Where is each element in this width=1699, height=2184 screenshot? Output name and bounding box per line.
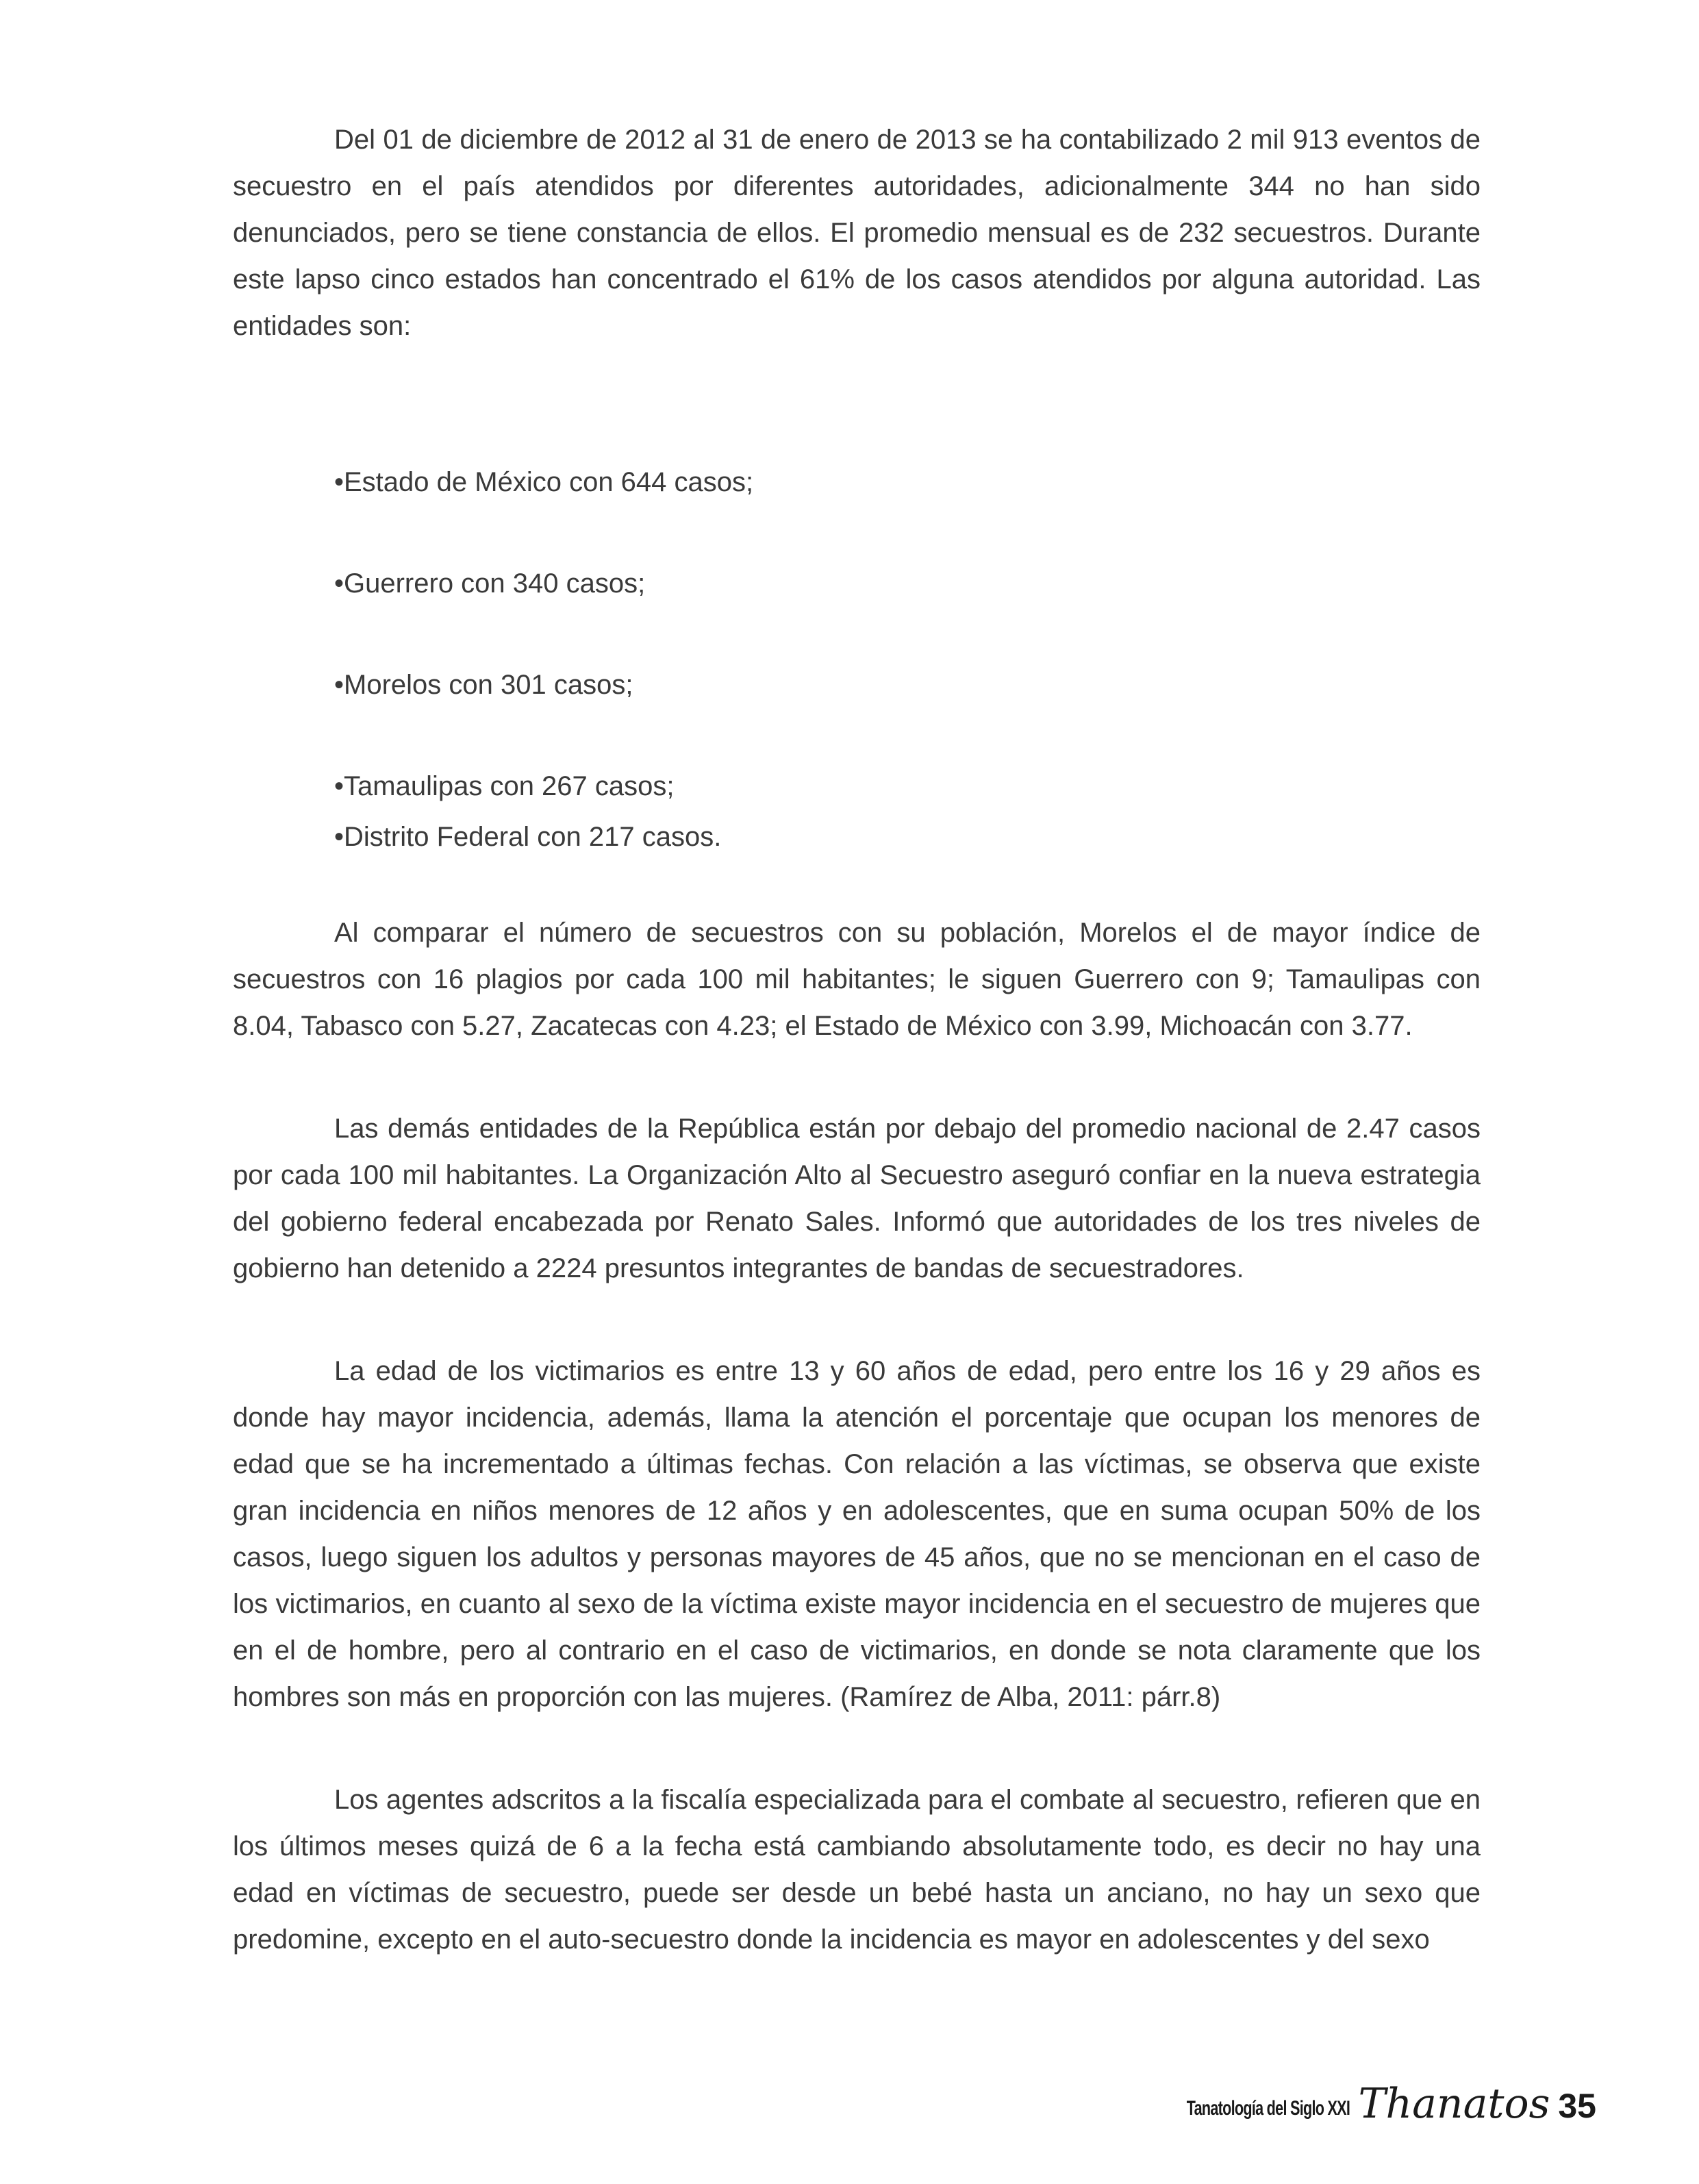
journal-logo: Thanatos bbox=[1358, 2080, 1550, 2128]
page-number: 35 bbox=[1558, 2087, 1596, 2125]
paragraph-national-average: Las demás entidades de la República están por debajo del promedio nacional de 2.47 casos por cada 100 mil habitantes. La Organización Alto al Secuestro aseguró confiar en la nueva estrategia del gobierno federal encabezada por Renato Sales. Informó que autoridades de los tres niveles de gobierno han detenido a 2224 presuntos integrantes de bandas de secuestradores. bbox=[233, 1114, 1481, 1283]
paragraph-population-comparison: Al comparar el número de secuestros con su población, Morelos el de mayor índice de secuestros con 16 plagios por cada 100 mil habitantes; le siguen Guerrero con 9; Tamaulipas con 8.04, Tabasco con 5.27, Zacatecas con 4.23; el Estado de México con 3.99, Michoacán con 3.77. bbox=[233, 918, 1481, 1041]
list-item: •Guerrero con 340 casos; bbox=[334, 568, 646, 599]
page-footer bbox=[1123, 2075, 1596, 2130]
states-list bbox=[233, 459, 1481, 860]
list-item: •Morelos con 301 casos; bbox=[334, 670, 633, 700]
list-item: •Tamaulipas con 267 casos; bbox=[334, 771, 675, 801]
paragraph-victim-age: La edad de los victimarios es entre 13 y 60 años de edad, pero entre los 16 y 29 años es donde hay mayor incidencia, además, llama la atención el porcentaje que ocupan los menores de edad que se ha incrementado a últimas fechas. Con relación a las víctimas, se observa que existe gran incidencia en niños menores de 12 años y en adolescentes, que en suma ocupan 50% de los casos, luego siguen los adultos y personas mayores de 45 años, que no se mencionan en el caso de los victimarios, en cuanto al sexo de la víctima existe mayor incidencia en el secuestro de mujeres que en el de hombre, pero al contrario en el caso de victimarios, en donde se nota claramente que los hombres son más en proporción con las mujeres. (Ramírez de Alba, 2011: párr.8) bbox=[233, 1356, 1481, 1712]
paragraph-agents: Los agentes adscritos a la fiscalía especializada para el combate al secuestro, refieren que en los últimos meses quizá de 6 a la fecha está cambiando absolutamente todo, es decir no hay una edad en víctimas de secuestro, puede ser desde un bebé hasta un anciano, no hay un sexo que predomine, excepto en el auto-secuestro donde la incidencia es mayor en adolescentes y del sexo bbox=[233, 1785, 1481, 1955]
list-item: •Estado de México con 644 casos; bbox=[334, 467, 754, 497]
list-item: •Distrito Federal con 217 casos. bbox=[334, 822, 722, 852]
journal-series-title: Tanatología del Siglo XXI bbox=[1187, 2097, 1350, 2120]
page-content bbox=[233, 110, 1481, 1963]
paragraph-intro: Del 01 de diciembre de 2012 al 31 de enero de 2013 se ha contabilizado 2 mil 913 eventos de secuestro en el país atendidos por diferentes autoridades, adicionalmente 344 no han sido denunciados, pero se tiene constancia de ellos. El promedio mensual es de 232 secuestros. Durante este lapso cinco estados han concentrado el 61% de los casos atendidos por alguna autoridad. Las entidades son: bbox=[233, 125, 1481, 341]
